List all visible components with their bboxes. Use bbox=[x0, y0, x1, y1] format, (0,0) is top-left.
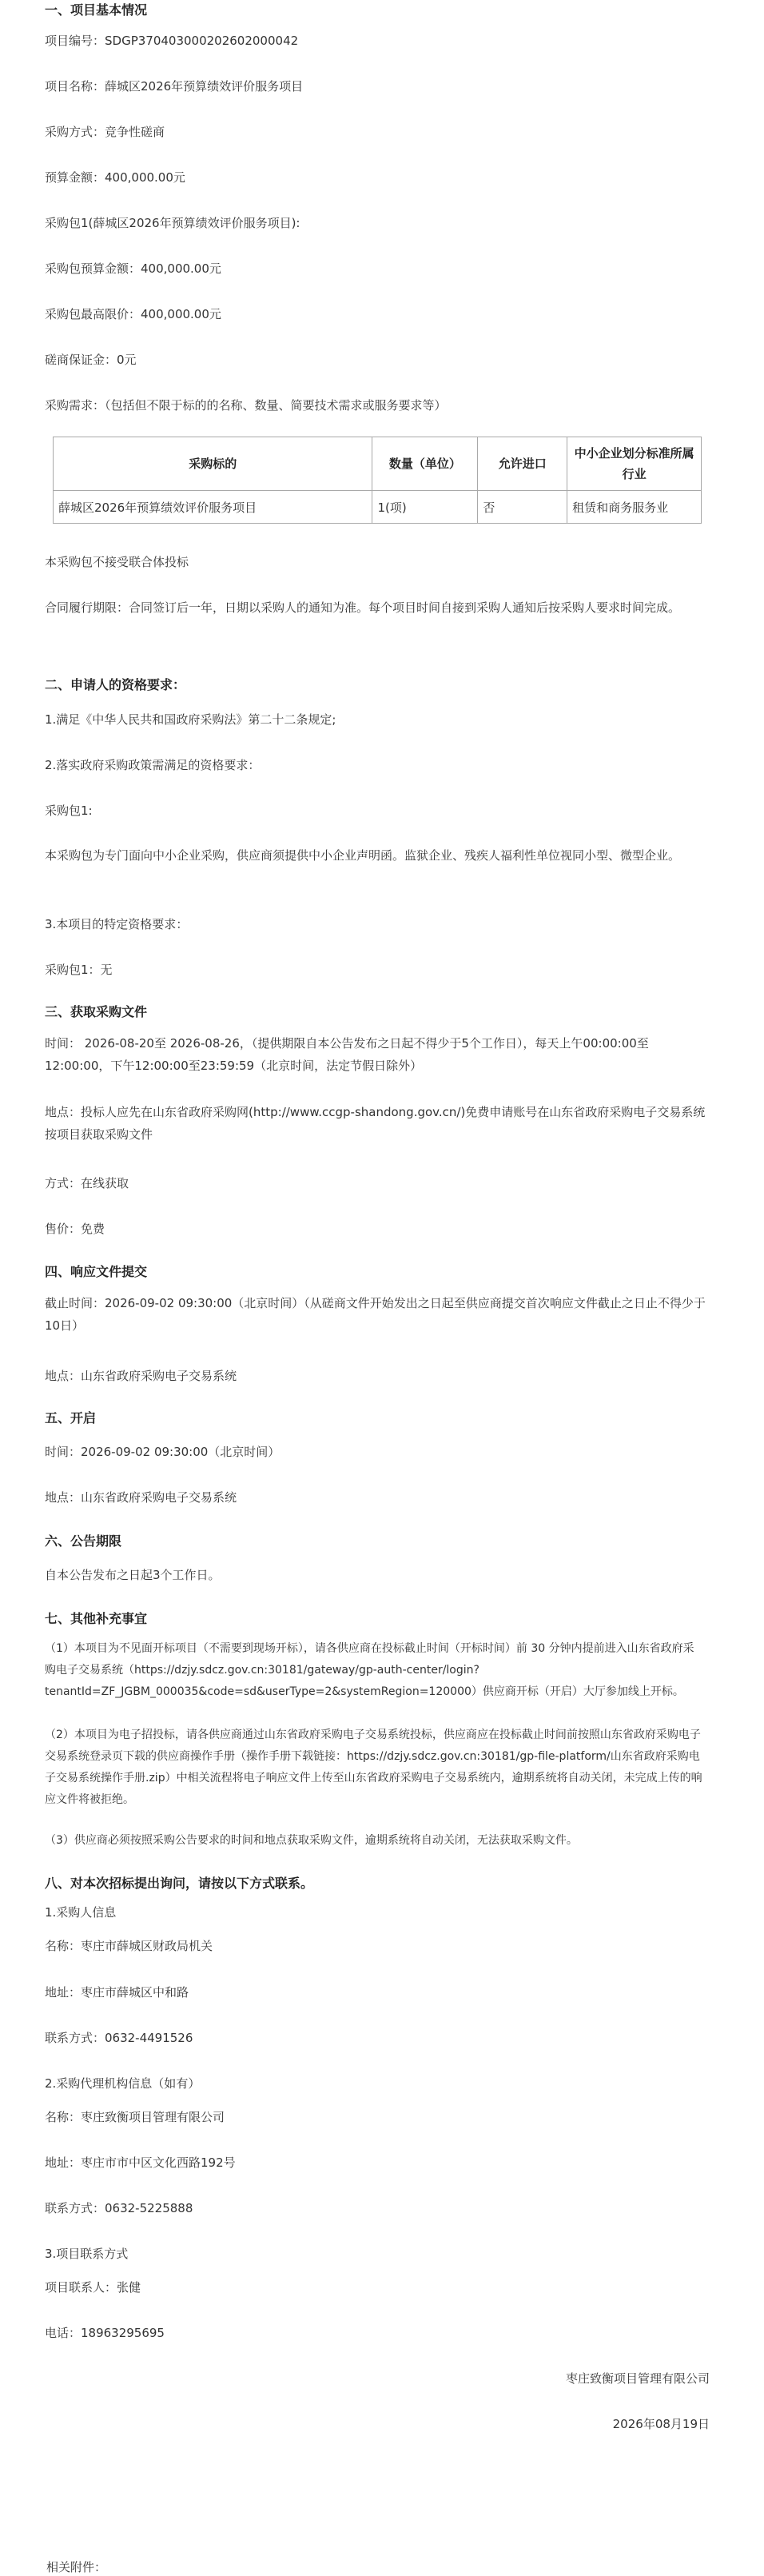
submit-place: 地点：山东省政府采购电子交易系统 bbox=[45, 1369, 237, 1383]
qualification-3: 3.本项目的特定资格要求： bbox=[45, 917, 189, 931]
col-header-quantity: 数量（单位） bbox=[372, 437, 478, 491]
section-title-basic: 一、项目基本情况 bbox=[45, 2, 148, 18]
package-title: 采购包1(薛城区2026年预算绩效评价服务项目): bbox=[45, 216, 300, 230]
project-number: 项目编号：SDGP370403000202602000042 bbox=[45, 34, 299, 48]
obtain-price: 售价：免费 bbox=[45, 1222, 105, 1236]
issue-date: 2026年08月19日 bbox=[612, 2417, 710, 2431]
other-item-1: （1）本项目为不见面开标项目（不需要到现场开标），请各供应商在投标截止时间（开标时间）前 30 分钟内提前进入山东省政府采购电子交易系统（https://dzjy.sdcz.gov.cn:30181/gateway/gp-auth-center/login?tenantId=ZF_JGBM_000035&code=sd&userType=2&systemRegion=120000）供应商开标（开启）大厅参加线上开标。 bbox=[45, 1642, 694, 1698]
cell-industry: 租赁和商务服务业 bbox=[567, 491, 702, 524]
package-max-price: 采购包最高限价：400,000.00元 bbox=[45, 307, 221, 321]
buyer-name: 名称：枣庄市薛城区财政局机关 bbox=[45, 1939, 213, 1953]
section-title-submit: 四、响应文件提交 bbox=[45, 1264, 148, 1279]
project-contact-title: 3.项目联系方式 bbox=[45, 2247, 129, 2261]
agent-title: 2.采购代理机构信息（如有） bbox=[45, 2076, 201, 2091]
section-title-obtain: 三、获取采购文件 bbox=[45, 1004, 148, 1019]
qualification-3-package: 采购包1：无 bbox=[45, 963, 113, 977]
project-contact-phone: 电话：18963295695 bbox=[45, 2326, 165, 2340]
section-title-other: 七、其他补充事宜 bbox=[45, 1611, 148, 1626]
procurement-method: 采购方式：竞争性磋商 bbox=[45, 125, 165, 139]
submit-deadline: 截止时间：2026-09-02 09:30:00（北京时间）（从磋商文件开始发出之日起至供应商提交首次响应文件截止之日止不得少于10日） bbox=[45, 1296, 706, 1333]
period-text: 自本公告发布之日起3个工作日。 bbox=[45, 1568, 221, 1582]
qualification-2-text: 本采购包为专门面向中小企业采购，供应商须提供中小企业声明函。监狱企业、残疾人福利性单位视同小型、微型企业。 bbox=[45, 848, 681, 863]
requirements-table bbox=[53, 437, 702, 524]
table-row bbox=[54, 491, 702, 524]
project-name: 项目名称：薛城区2026年预算绩效评价服务项目 bbox=[45, 79, 304, 94]
attachments-label: 相关附件： bbox=[46, 2560, 107, 2574]
qualification-1: 1.满足《中华人民共和国政府采购法》第二十二条规定; bbox=[45, 712, 336, 727]
obtain-place: 地点：投标人应先在山东省政府采购网(http://www.ccgp-shandong.gov.cn/)免费申请账号在山东省政府采购电子交易系统按项目获取采购文件 bbox=[45, 1105, 706, 1142]
buyer-phone: 联系方式：0632-4491526 bbox=[45, 2031, 193, 2045]
cell-import: 否 bbox=[478, 491, 567, 524]
project-contact-person: 项目联系人：张健 bbox=[45, 2280, 141, 2295]
other-item-2: （2）本项目为电子招投标，请各供应商通过山东省政府采购电子交易系统投标，供应商应在投标截止时间前按照山东省政府采购电子交易系统登录页下载的供应商操作手册（操作手册下载链接：https://dzjy.sdcz.gov.cn:30181/gp-file-platform/山东省政府采购电子交易系统操作手册.zip）中相关流程将电子响应文件上传至山东省政府采购电子交易系统内，逾期系统将自动关闭，未完成上传的响应文件将被拒绝。 bbox=[45, 1729, 702, 1806]
budget-amount: 预算金额：400,000.00元 bbox=[45, 170, 185, 185]
consortium-note: 本采购包不接受联合体投标 bbox=[45, 555, 189, 569]
obtain-time: 时间： 2026-08-20至 2026-08-26，（提供期限自本公告发布之日起不得少于5个工作日），每天上午00:00:00至12:00:00，下午12:00:00至23:59:59（北京时间，法定节假日除外） bbox=[45, 1036, 649, 1073]
deposit: 磋商保证金：0元 bbox=[45, 353, 137, 367]
issuer-company: 枣庄致衡项目管理有限公司 bbox=[565, 2371, 710, 2386]
section-title-opening: 五、开启 bbox=[45, 1410, 97, 1426]
qualification-2: 2.落实政府采购政策需满足的资格要求： bbox=[45, 758, 261, 772]
col-header-industry: 中小企业划分标准所属行业 bbox=[567, 437, 702, 491]
agent-name: 名称：枣庄致衡项目管理有限公司 bbox=[45, 2110, 225, 2124]
contract-period: 合同履行期限：合同签订后一年，日期以采购人的通知为准。每个项目时间自接到采购人通知后按采购人要求时间完成。 bbox=[45, 600, 681, 615]
obtain-mode: 方式：在线获取 bbox=[45, 1176, 129, 1190]
table-header-row bbox=[54, 437, 702, 491]
qualification-2-package: 采购包1: bbox=[45, 804, 93, 818]
cell-quantity: 1(项) bbox=[372, 491, 478, 524]
agent-address: 地址：枣庄市市中区文化西路192号 bbox=[45, 2155, 236, 2170]
col-header-item: 采购标的 bbox=[54, 437, 372, 491]
col-header-import: 允许进口 bbox=[478, 437, 567, 491]
cell-item: 薛城区2026年预算绩效评价服务项目 bbox=[54, 491, 372, 524]
agent-phone: 联系方式：0632-5225888 bbox=[45, 2201, 193, 2215]
package-budget: 采购包预算金额：400,000.00元 bbox=[45, 261, 221, 276]
opening-place: 地点：山东省政府采购电子交易系统 bbox=[45, 1490, 237, 1505]
procurement-demand: 采购需求：（包括但不限于标的的名称、数量、简要技术需求或服务要求等） bbox=[45, 398, 447, 413]
section-title-qualification: 二、申请人的资格要求： bbox=[45, 677, 186, 692]
buyer-address: 地址：枣庄市薛城区中和路 bbox=[45, 1985, 189, 2000]
other-item-3: （3）供应商必须按照采购公告要求的时间和地点获取采购文件，逾期系统将自动关闭，无法获取采购文件。 bbox=[45, 1834, 578, 1847]
section-title-period: 六、公告期限 bbox=[45, 1533, 122, 1549]
section-title-contact: 八、对本次招标提出询问，请按以下方式联系。 bbox=[45, 1876, 314, 1891]
opening-time: 时间：2026-09-02 09:30:00（北京时间） bbox=[45, 1445, 281, 1459]
buyer-title: 1.采购人信息 bbox=[45, 1905, 117, 1920]
